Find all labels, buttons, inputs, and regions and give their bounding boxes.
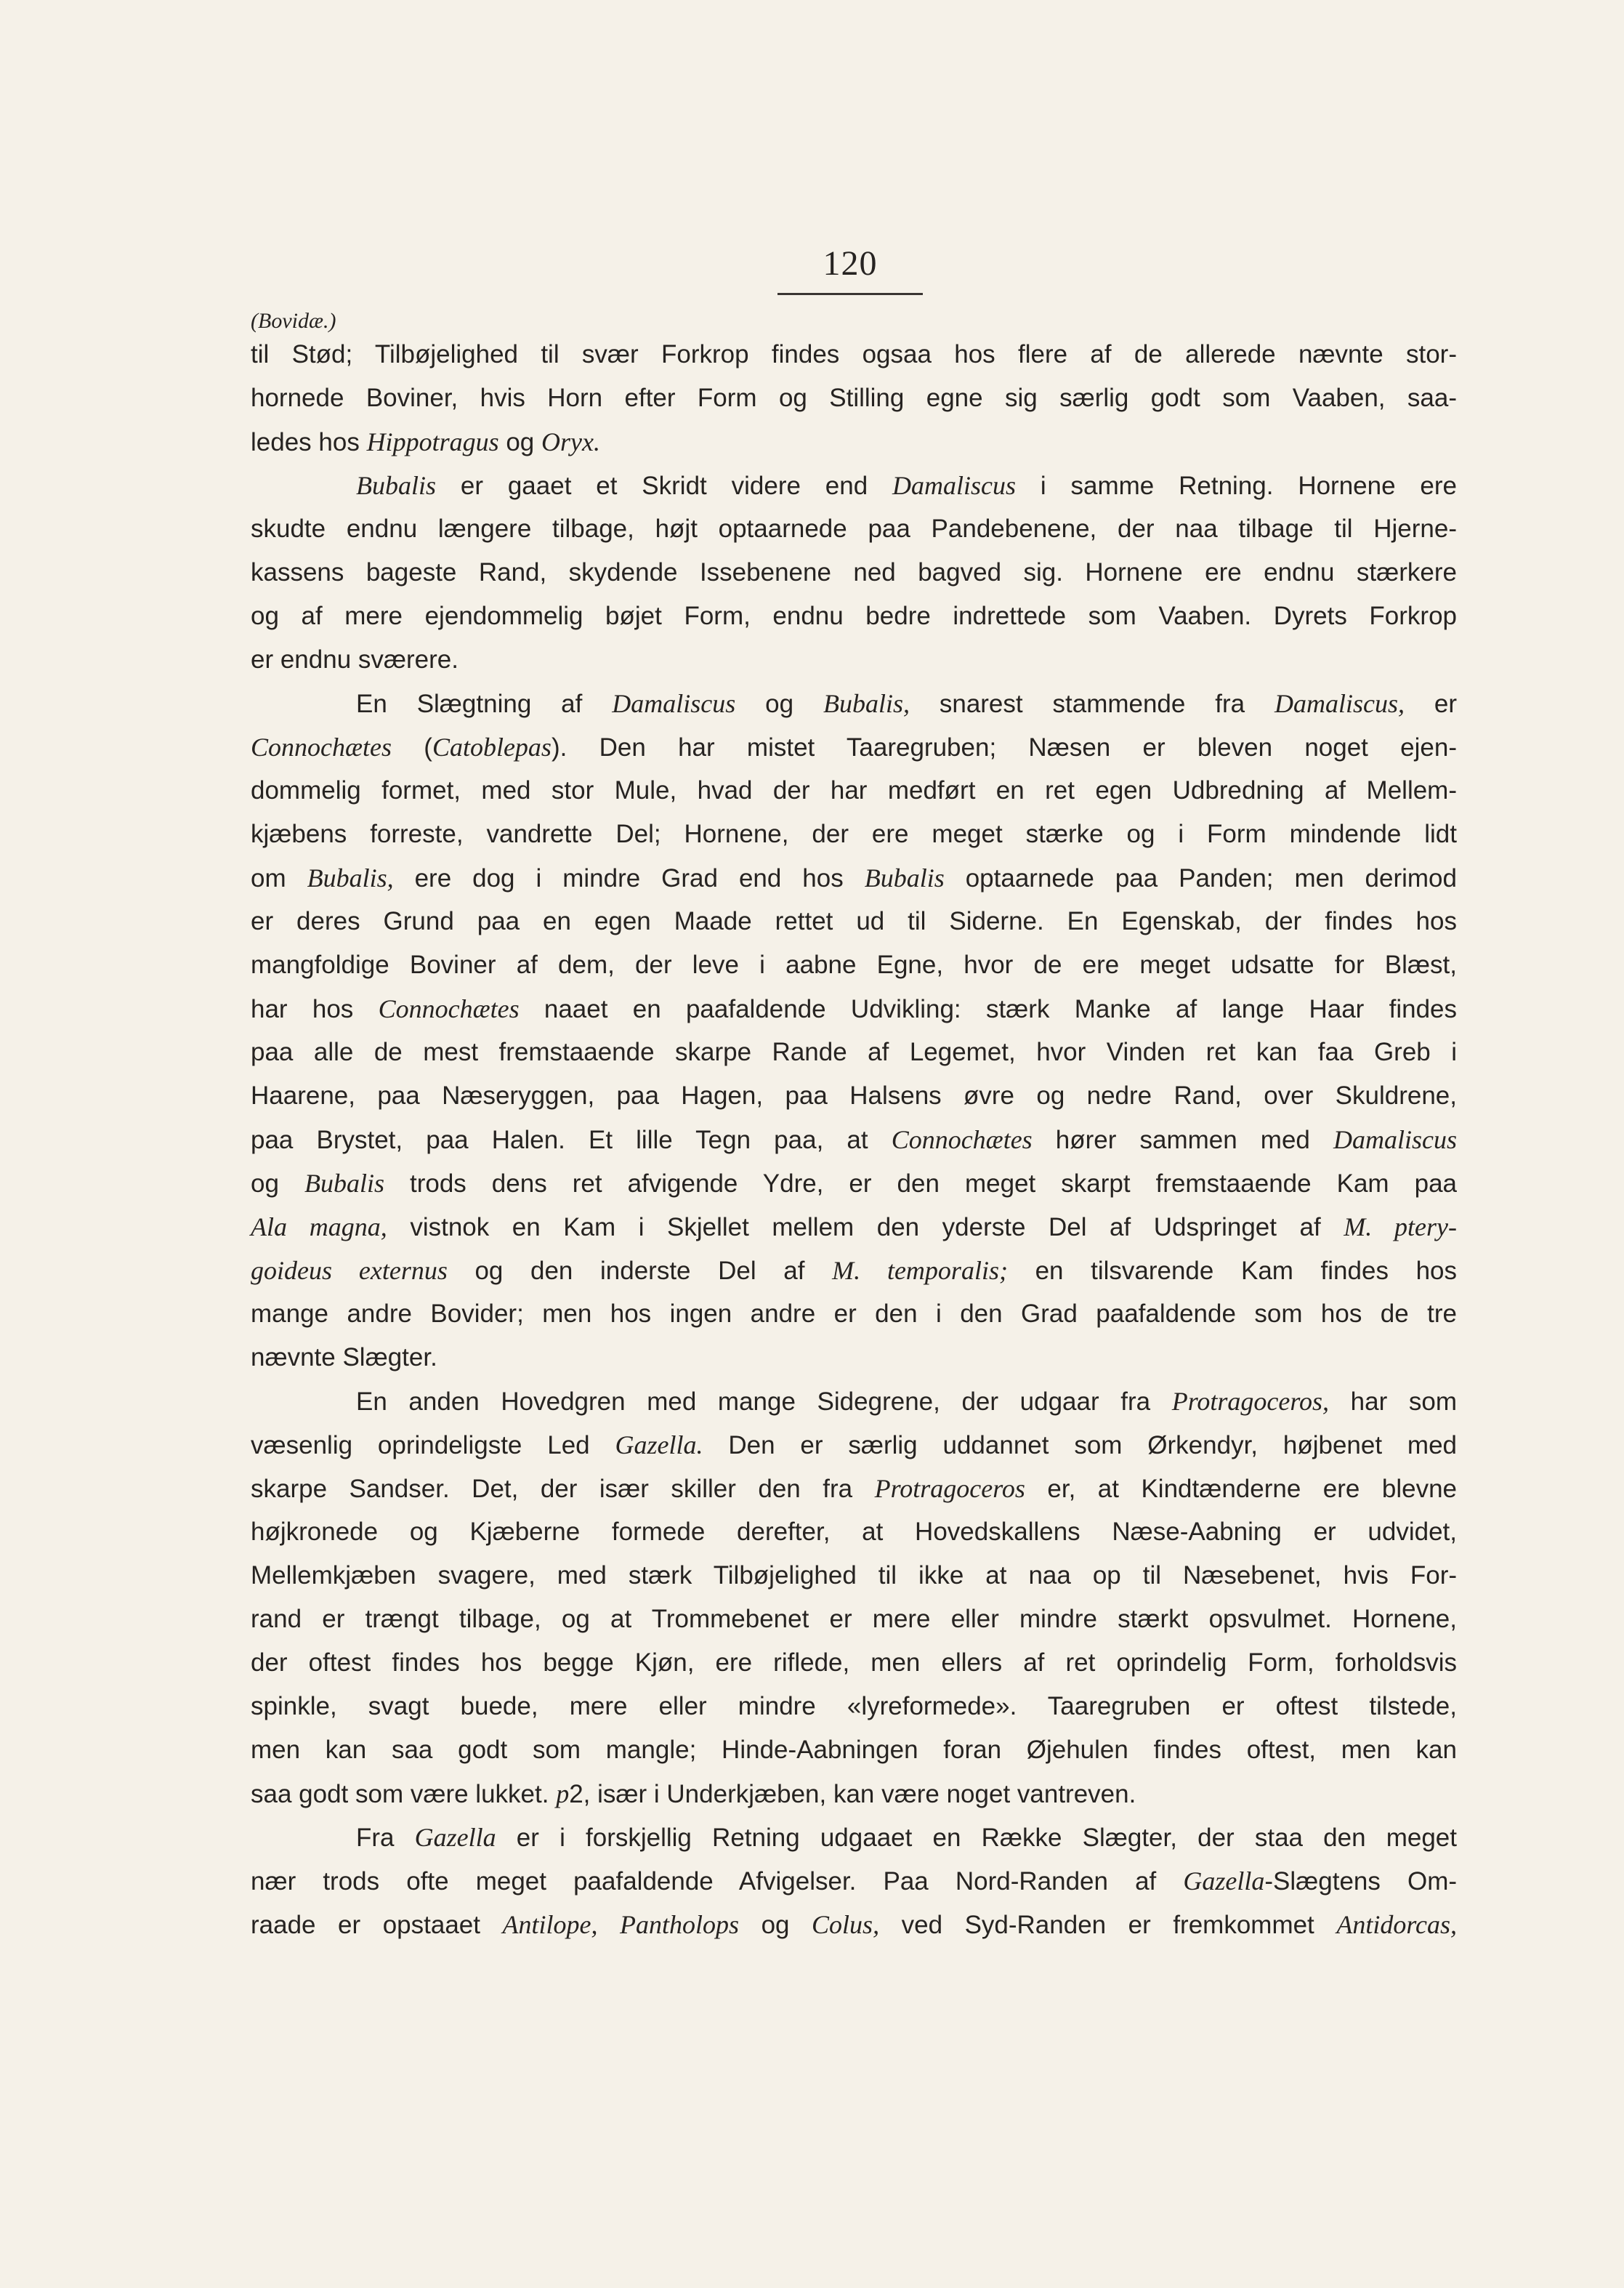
text-segment: er endnu sværere. [251, 645, 458, 674]
text-segment: Fra [356, 1824, 415, 1852]
text-line [251, 1598, 1457, 1641]
italic-term: Ala magna, [251, 1212, 387, 1241]
text-line [251, 1467, 1457, 1510]
text-line [251, 1423, 1457, 1467]
text-line [251, 1816, 1457, 1859]
text-segment: væsenlig oprindeligste Led [251, 1431, 615, 1459]
text-segment: kjæbens forreste, vandrette Del; Hornene, der ere meget stærke og i Form mindende lidt [251, 820, 1457, 848]
text-segment: ere dog i mindre Grad end hos [393, 864, 865, 893]
text-line [251, 1728, 1457, 1772]
text-line [251, 333, 1457, 376]
text-line [251, 682, 1457, 725]
text-line [251, 725, 1457, 769]
text-segment: og af mere ejendommelig bøjet Form, endnu bedre indrettede som Vaaben. Dyrets Forkrop [251, 602, 1457, 630]
text-segment: spinkle, svagt buede, mere eller mindre «lyreformede». Taaregruben er oftest tilstede, [251, 1692, 1457, 1720]
italic-term: Protragoceros [874, 1474, 1025, 1503]
text-segment: og [251, 1169, 304, 1198]
italic-term: Bubalis [304, 1169, 384, 1198]
text-segment: og den inderste Del af [447, 1257, 833, 1285]
text-segment: hører sammen med [1032, 1126, 1333, 1154]
text-line [251, 1205, 1457, 1249]
text-segment: paa Brystet, paa Halen. Et lille Tegn paa, at [251, 1126, 892, 1154]
text-line [251, 900, 1457, 943]
text-line [251, 507, 1457, 551]
text-segment: og [735, 690, 823, 718]
text-segment: kassens bageste Rand, skydende Issebenene ned bagved sig. Hornene ere endnu stærkere [251, 558, 1457, 587]
page-number: 120 [823, 244, 878, 283]
text-segment: nævnte Slægter. [251, 1343, 437, 1371]
text-line [251, 595, 1457, 638]
text-segment: højkronede og Kjæberne formede derefter, at Hovedskallens Næse-Aabning er udvidet, [251, 1518, 1457, 1546]
text-line [251, 813, 1457, 856]
text-segment: til Stød; Tilbøjelighed til svær Forkrop findes ogsaa hos flere af de allerede nævnte stor- [251, 340, 1457, 368]
text-line [251, 943, 1457, 987]
italic-term: M. ptery- [1344, 1212, 1457, 1241]
text-segment: er deres Grund paa en egen Maade rettet ud til Siderne. En Egenskab, der findes hos [251, 907, 1457, 935]
italic-term: Damaliscus [892, 471, 1017, 500]
italic-term: Antilope, [502, 1910, 598, 1939]
text-segment: paa alle de mest fremstaaende skarpe Rande af Legemet, hvor Vinden ret kan faa Greb i [251, 1038, 1457, 1066]
text-line [251, 1903, 1457, 1946]
italic-term: p [556, 1779, 570, 1808]
text-segment: har hos [251, 995, 379, 1023]
text-segment: raade er opstaaet [251, 1911, 503, 1939]
text-segment: Haarene, paa Næseryggen, paa Hagen, paa Halsens øvre og nedre Rand, over Skuldrene, [251, 1081, 1457, 1110]
italic-term: Damaliscus [1333, 1125, 1457, 1154]
text-segment: snarest stammende fra [909, 690, 1274, 718]
text-line [251, 1379, 1457, 1423]
text-line [251, 1118, 1457, 1161]
text-segment: rand er trængt tilbage, og at Trommebenet er mere eller mindre stærkt opsvulmet. Hornene, [251, 1605, 1457, 1633]
italic-term: Damaliscus [612, 689, 736, 718]
text-segment: hornede Boviner, hvis Horn efter Form og Stilling egne sig særlig godt som Vaaben, saa- [251, 384, 1457, 412]
text-segment: er, at Kindtænderne ere blevne [1025, 1475, 1458, 1503]
text-segment: Mellemkjæben svagere, med stærk Tilbøjelighed til ikke at naa op til Næsebenet, hvis For- [251, 1561, 1457, 1590]
italic-term: Gazella [414, 1823, 496, 1852]
text-segment: men kan saa godt som mangle; Hinde-Aabningen foran Øjehulen findes oftest, men kan [251, 1736, 1457, 1764]
text-segment: En Slægtning af [356, 690, 613, 718]
text-segment: nær trods ofte meget paafaldende Afvigelser. Paa Nord-Randen af [251, 1867, 1184, 1896]
text-line [251, 856, 1457, 900]
text-segment: i samme Retning. Hornene ere [1016, 472, 1458, 500]
italic-term: goideus externus [251, 1256, 448, 1285]
body-text [251, 333, 1457, 1946]
text-segment: naaet en paafaldende Udvikling: stærk Manke af lange Haar findes [519, 995, 1457, 1023]
text-segment: mange andre Bovider; men hos ingen andre er den i den Grad paafaldende som hos de tre [251, 1300, 1457, 1328]
text-segment: -Slægtens Om- [1264, 1867, 1458, 1896]
text-line [251, 1249, 1457, 1292]
text-segment: ledes hos [251, 428, 367, 456]
text-segment: en tilsvarende Kam findes hos [1007, 1257, 1457, 1285]
text-line [251, 769, 1457, 813]
italic-term: Bubalis, [307, 863, 394, 893]
text-line [251, 1859, 1457, 1903]
italic-term: Oryx. [541, 427, 600, 456]
text-segment: optaarnede paa Panden; men derimod [944, 864, 1457, 893]
text-segment: ved Syd-Randen er fremkommet [879, 1911, 1337, 1939]
text-segment: og [498, 428, 541, 456]
text-segment: ). Den har mistet Taaregruben; Næsen er bleven noget ejen- [551, 733, 1458, 762]
text-segment: er [1404, 690, 1457, 718]
italic-term: Damaliscus, [1274, 689, 1405, 718]
text-segment: skarpe Sandser. Det, der især skiller den fra [251, 1475, 875, 1503]
text-segment: ( [392, 733, 432, 762]
section-header-tag: (Bovidæ.) [251, 309, 336, 333]
text-line [251, 1510, 1457, 1554]
text-line [251, 987, 1457, 1031]
text-segment: der oftest findes hos begge Kjøn, ere riflede, men ellers af ret oprindelig Form, forholdsvis [251, 1648, 1457, 1677]
text-line [251, 1336, 1457, 1379]
italic-term: Connochætes [378, 994, 520, 1023]
italic-term: Hippotragus [366, 427, 499, 456]
page-number-rule [777, 293, 923, 295]
text-line [251, 1161, 1457, 1205]
text-segment: skudte endnu længere tilbage, højt optaarnede paa Pandebenene, der naa tilbage til Hjerne- [251, 515, 1457, 543]
italic-term: Catoblepas [432, 733, 552, 762]
italic-term: M. temporalis; [832, 1256, 1008, 1285]
text-segment: er gaaet et Skridt videre end [436, 472, 893, 500]
text-segment: og [739, 1911, 812, 1939]
text-segment: har som [1329, 1387, 1458, 1416]
text-segment: mangfoldige Boviner af dem, der leve i aabne Egne, hvor de ere meget udsatte for Blæst, [251, 951, 1457, 979]
text-segment: trods dens ret afvigende Ydre, er den meget skarpt fremstaaende Kam paa [384, 1169, 1457, 1198]
text-line [251, 1074, 1457, 1118]
text-line [251, 1641, 1457, 1685]
text-segment: 2, især i Underkjæben, kan være noget vantreven. [569, 1780, 1136, 1808]
text-segment: Den er særlig uddannet som Ørkendyr, højbenet med [703, 1431, 1458, 1459]
italic-term: Antidorcas, [1336, 1910, 1457, 1939]
italic-term: Protragoceros, [1171, 1387, 1330, 1416]
italic-term: Bubalis [864, 863, 945, 893]
text-segment: er i forskjellig Retning udgaaet en Række Slægter, der staa den meget [496, 1824, 1457, 1852]
italic-term: Connochætes [891, 1125, 1033, 1154]
text-line [251, 1292, 1457, 1336]
text-line [251, 1772, 1457, 1816]
text-line [251, 1685, 1457, 1728]
text-segment: dommelig formet, med stor Mule, hvad der har medført en ret egen Udbredning af Mellem- [251, 776, 1457, 805]
text-line [251, 638, 1457, 682]
italic-term: Colus, [812, 1910, 880, 1939]
text-segment: vistnok en Kam i Skjellet mellem den yderste Del af Udspringet af [387, 1213, 1344, 1241]
italic-term: Bubalis, [823, 689, 910, 718]
text-line [251, 376, 1457, 420]
text-line [251, 1554, 1457, 1598]
italic-term: Bubalis [356, 471, 437, 500]
text-line [251, 551, 1457, 595]
text-segment: saa godt som være lukket. [251, 1780, 557, 1808]
text-line [251, 464, 1457, 507]
text-line [251, 420, 1457, 464]
text-segment [598, 1911, 621, 1939]
italic-term: Pantholops [620, 1910, 740, 1939]
italic-term: Gazella [1183, 1866, 1265, 1896]
text-segment: om [251, 864, 307, 893]
text-line [251, 1031, 1457, 1074]
italic-term: Connochætes [251, 733, 392, 762]
text-segment: En anden Hovedgren med mange Sidegrene, der udgaar fra [356, 1387, 1172, 1416]
italic-term: Gazella. [615, 1430, 703, 1459]
